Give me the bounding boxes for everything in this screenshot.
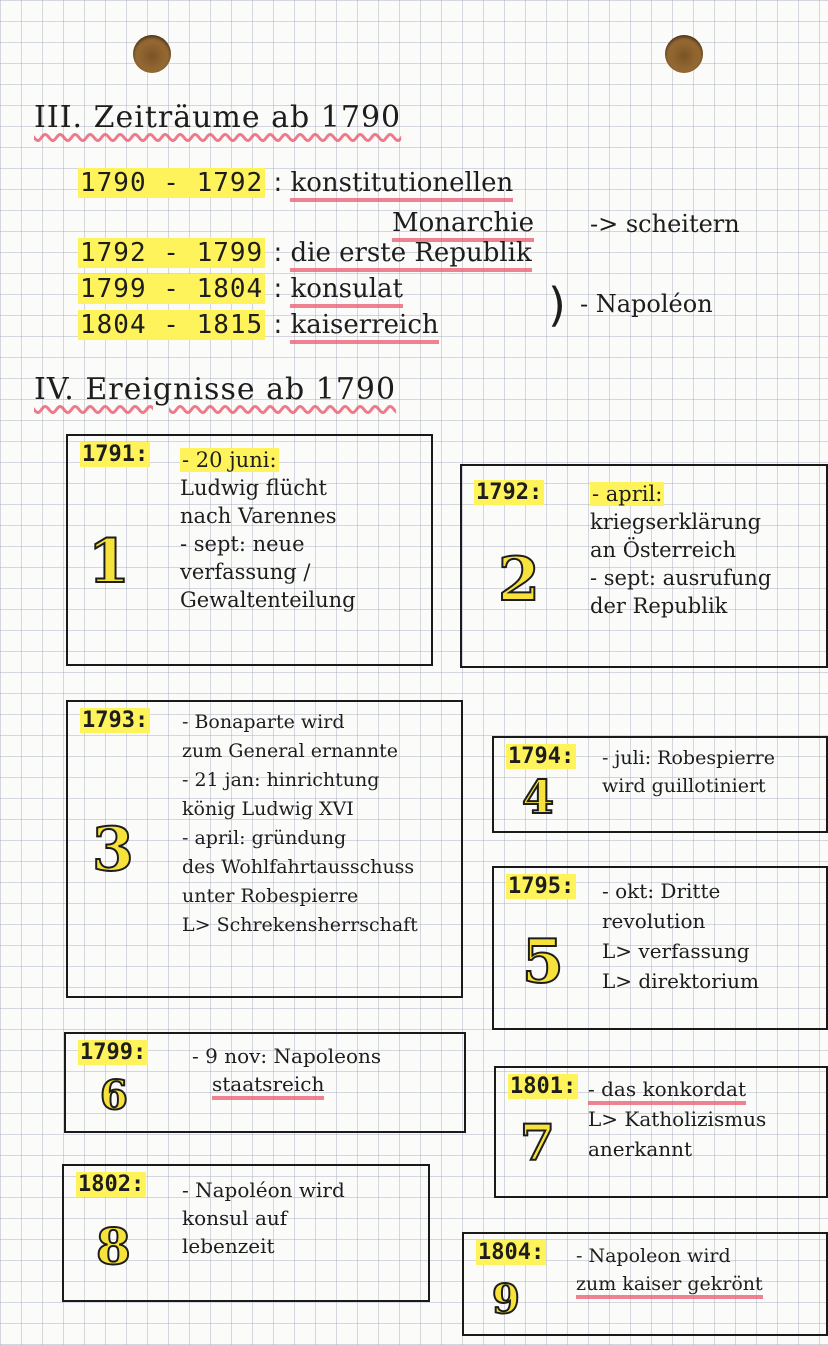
event-line — [180, 446, 356, 474]
event-card-9 — [462, 1232, 828, 1336]
monarchie-text — [392, 208, 534, 238]
event-year: 1799: — [80, 1040, 147, 1065]
event-number: 7 — [520, 1113, 555, 1172]
event-line — [588, 1074, 766, 1104]
event-year: 1791: — [82, 442, 149, 467]
event-year: 1795: — [508, 874, 575, 899]
event-body — [588, 1074, 766, 1164]
monarchie-label: Monarchie — [392, 208, 534, 242]
event-line: Ludwig flücht — [180, 476, 327, 500]
event-card-8 — [62, 1164, 430, 1302]
event-line: an Österreich — [590, 538, 737, 562]
event-date: - april: — [592, 482, 663, 506]
period-range: 1804 - 1815 — [80, 310, 264, 340]
event-line: - 9 nov: Napoleons — [192, 1044, 382, 1068]
event-line: - Bonaparte wird — [182, 711, 345, 733]
period-sep: : — [273, 310, 283, 340]
event-line: - Napoléon wird — [182, 1178, 345, 1202]
period-sep: : — [273, 168, 283, 198]
event-line: revolution — [602, 909, 706, 933]
event-keyword: - das konkordat — [588, 1077, 746, 1105]
event-line: L> direktorium — [602, 969, 759, 993]
event-body — [590, 480, 771, 620]
event-line: kriegserklärung — [590, 510, 762, 534]
binder-hole-right — [665, 35, 703, 73]
event-body — [180, 446, 356, 614]
period-sep: : — [273, 274, 283, 304]
period-sep: : — [273, 238, 283, 268]
event-keyword: zum kaiser gekrönt — [576, 1273, 763, 1299]
event-year: 1804: — [478, 1240, 545, 1265]
event-card-4 — [492, 736, 828, 833]
event-line: - okt: Dritte — [602, 879, 721, 903]
period-desc: konstitutionellen — [290, 168, 513, 202]
section4-title: IV. Ereignisse ab 1790 — [34, 372, 397, 407]
event-line: nach Varennes — [180, 504, 337, 528]
brace-mark: ) — [548, 278, 566, 332]
event-line: unter Robespierre — [182, 885, 359, 907]
period-row — [78, 274, 403, 304]
event-body — [182, 1176, 345, 1260]
period-desc: kaiserreich — [290, 310, 438, 344]
period-desc: die erste Republik — [290, 238, 531, 272]
event-number: 2 — [498, 545, 540, 615]
event-line: lebenzeit — [182, 1234, 275, 1258]
event-line: L> Katholizismus — [588, 1107, 767, 1131]
period-row — [78, 168, 513, 198]
binder-hole-left — [133, 35, 171, 73]
event-keyword: staatsreich — [212, 1072, 324, 1100]
event-line: anerkannt — [588, 1137, 693, 1161]
event-number: 9 — [492, 1276, 520, 1323]
period-row — [78, 238, 532, 268]
event-number: 6 — [100, 1072, 128, 1119]
event-year: 1802: — [78, 1172, 145, 1197]
event-line: zum General ernannte — [182, 740, 398, 762]
event-card-6 — [64, 1032, 466, 1133]
event-number: 5 — [522, 927, 564, 997]
event-number: 1 — [88, 527, 130, 597]
event-line: - april: gründung — [182, 827, 347, 849]
scheitern-text: -> scheitern — [590, 210, 740, 238]
event-line: L> Schrekensherrschaft — [182, 914, 418, 936]
event-line: wird guillotiniert — [602, 775, 766, 797]
event-line: - 21 jan: hinrichtung — [182, 769, 380, 791]
event-line: - Napoleon wird — [576, 1245, 731, 1267]
period-range: 1799 - 1804 — [80, 274, 264, 304]
period-range: 1792 - 1799 — [80, 238, 264, 268]
event-body — [602, 876, 759, 996]
event-line: konsul auf — [182, 1206, 288, 1230]
event-line — [576, 1270, 763, 1298]
section3-title: III. Zeiträume ab 1790 — [34, 100, 402, 135]
event-body — [192, 1042, 381, 1098]
event-year: 1794: — [508, 744, 575, 769]
event-line: könig Ludwig XVI — [182, 798, 354, 820]
event-date: - 20 juni: — [182, 448, 277, 472]
event-card-7 — [494, 1066, 828, 1198]
event-year: 1801: — [510, 1074, 577, 1099]
event-line: Gewaltenteilung — [180, 588, 356, 612]
period-range: 1790 - 1792 — [80, 168, 264, 198]
event-number: 4 — [522, 770, 555, 824]
event-line — [590, 480, 771, 508]
event-number: 8 — [96, 1217, 131, 1276]
event-line: des Wohlfahrtausschuss — [182, 856, 415, 878]
period-row — [78, 310, 439, 340]
event-line: L> verfassung — [602, 939, 750, 963]
event-card-5 — [492, 866, 828, 1030]
event-line: - juli: Robespierre — [602, 747, 775, 769]
event-card-1 — [66, 434, 433, 666]
event-line — [192, 1070, 381, 1098]
event-number: 3 — [92, 815, 134, 885]
event-card-2 — [460, 464, 828, 668]
event-line: der Republik — [590, 594, 728, 618]
event-line: - sept: ausrufung — [590, 566, 772, 590]
period-desc: konsulat — [290, 274, 403, 308]
event-line: - sept: neue — [180, 532, 305, 556]
event-body — [576, 1242, 763, 1298]
event-year: 1793: — [82, 708, 149, 733]
event-body — [602, 744, 775, 800]
event-body — [182, 708, 418, 940]
event-line: verfassung / — [180, 560, 311, 584]
event-year: 1792: — [476, 480, 543, 505]
event-card-3 — [66, 700, 463, 998]
napoleon-label: - Napoléon — [580, 290, 713, 318]
